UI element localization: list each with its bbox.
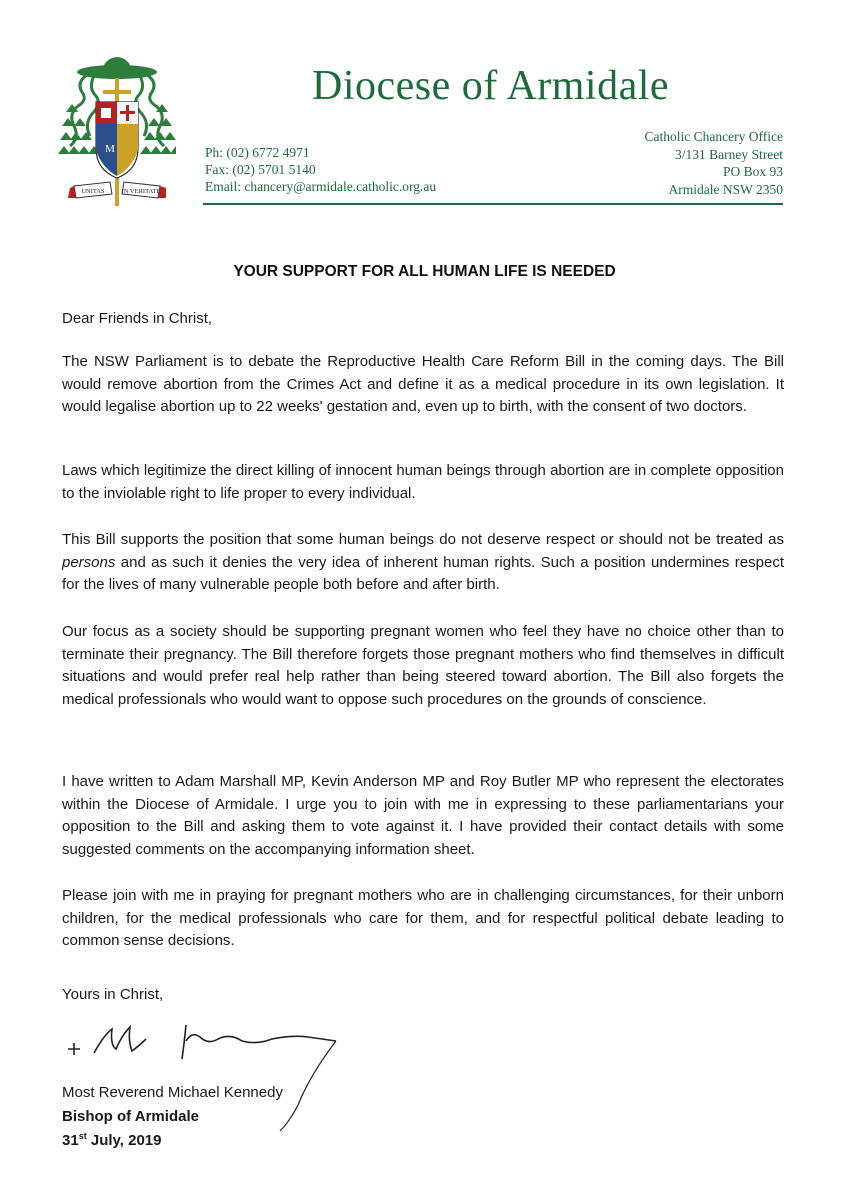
paragraph-4: Our focus as a society should be supporting pregnant women who feel they have no choice other than to terminate their pregnancy. The Bill therefore forgets those pregnant mothers who find themselves in difficult situations and would prefer real help rather than being steered toward abortion. The Bill also forgets the medical professionals who would want to oppose such procedures on the grounds of conscience. xyxy=(62,623,784,708)
date-day: 31 xyxy=(62,1132,79,1149)
coat-of-arms-icon xyxy=(58,52,176,212)
letter-heading: YOUR SUPPORT FOR ALL HUMAN LIFE IS NEEDED xyxy=(233,263,616,280)
fax-number: Fax: (02) 5701 5140 xyxy=(205,162,316,177)
contact-details xyxy=(205,144,436,195)
organization-name: Diocese of Armidale xyxy=(312,63,670,109)
street-address: 3/131 Barney Street xyxy=(675,146,783,162)
svg-text:M: M xyxy=(105,143,115,155)
paragraph-3-emphasis: persons xyxy=(62,553,116,571)
letterhead-divider xyxy=(203,203,783,205)
email-address: Email: chancery@armidale.catholic.org.au xyxy=(205,179,437,194)
paragraph-2: Laws which legitimize the direct killing of innocent human beings through abortion are in complete opposition to the inviolable right to life proper to every individual. xyxy=(62,462,784,502)
office-name: Catholic Chancery Office xyxy=(644,129,783,144)
paragraph-5: I have written to Adam Marshall MP, Kevin Anderson MP and Roy Butler MP who represent the electorates within the Diocese of Armidale. I urge you to join with me in expressing to these parliamentarians your opposition to the Bill and asking them to vote against it. I have provided their contact details with some suggested comments on the accompanying information sheet. xyxy=(62,773,784,858)
motto-right: IN VERITATE xyxy=(121,188,161,195)
motto-left: UNITAS xyxy=(81,188,105,195)
closing: Yours in Christ, xyxy=(62,986,164,1003)
city-address: Armidale NSW 2350 xyxy=(668,181,783,197)
paragraph-3-start: This Bill supports the position that some human beings do not deserve respect or should not be treated as xyxy=(62,531,784,548)
paragraph-3 xyxy=(62,529,784,597)
date-month-year: July, 2019 xyxy=(86,1132,162,1149)
greeting: Dear Friends in Christ, xyxy=(62,310,213,327)
paragraph-6: Please join with me in praying for pregnant mothers who are in challenging circumstances, for their unborn children, for the medical professionals who care for them, and for respectful political debate leading to common sense decisions. xyxy=(62,887,784,949)
postal-address xyxy=(645,128,783,198)
po-box: PO Box 93 xyxy=(722,164,783,179)
paragraph-1: The NSW Parliament is to debate the Reproductive Health Care Reform Bill in the coming days. The Bill would remove abortion from the Crimes Act and define it as a medical procedure in its own legislation. It would legalise abortion up to 22 weeks' gestation and, even up to birth, with the consent of two doctors. xyxy=(62,353,784,415)
phone-number: Ph: (02) 6772 4971 xyxy=(205,145,310,160)
date-suffix: st xyxy=(78,1131,87,1141)
signer-title: Bishop of Armidale xyxy=(62,1108,199,1125)
signer-name: Most Reverend Michael Kennedy xyxy=(62,1084,283,1101)
paragraph-3-end: and as such it denies the very idea of inherent human rights. Such a position undermines respect for the lives of many vulnerable people both before and after birth. xyxy=(62,553,784,593)
letter-date xyxy=(62,1132,161,1149)
